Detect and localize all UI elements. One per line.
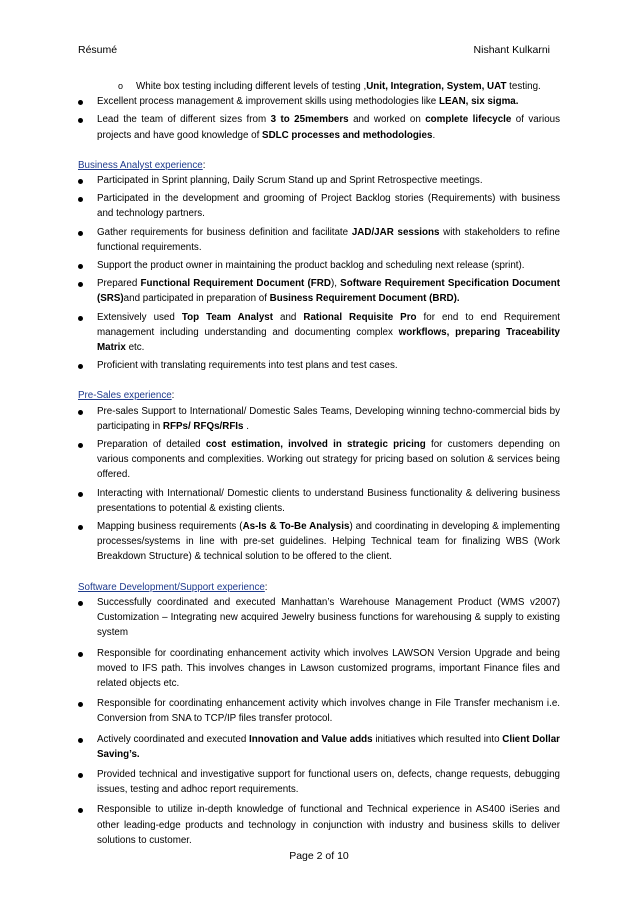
list-item [78,191,560,221]
list-item [78,646,560,692]
bullet-icon [78,264,83,269]
list-item-text: Excellent process management & improvement skills using methodologies like LEAN, six sigma. [97,96,519,108]
bullet-icon [78,231,83,236]
list-item-text: Provided technical and investigative support for functional users on, defects, change requests, debugging issues, testing and adhoc report requirements. [97,768,560,796]
bullet-icon [78,282,83,287]
list-item [78,802,560,848]
list-item-text: Successfully coordinated and executed Manhattan’s Warehouse Management Product (WMS v2007) Customization – Integrating new acquired Jewelry business functions for warehousing & supply to existing system [97,596,560,639]
section-bullet-list [78,404,560,565]
list-item [78,732,560,762]
section-title: Software Development/Support experience: [78,581,268,593]
bullet-icon [78,179,83,184]
bullet-icon [78,601,83,606]
list-item [78,595,560,641]
intro-sub-text: White box testing including different levels of testing ,Unit, Integration, System, UAT testing. [136,81,541,92]
bullet-icon [78,773,83,778]
list-item [78,173,560,188]
list-item-text: Responsible for coordinating enhancement activity which involves LAWSON Version Upgrade and being moved to IFS path. This involves changes in Lawson customized programs, important Finance files and related objects etc. [97,647,560,689]
list-item [78,486,560,516]
list-item-text: Participated in the development and grooming of Project Backlog stories (Requirements) with business and technology partners. [97,193,560,220]
list-item [78,696,560,726]
page-number: Page 2 of 10 [289,850,349,862]
bullet-icon [78,118,83,123]
circle-bullet-icon: o [118,81,124,91]
list-item [78,404,560,434]
section-bullet-list [78,595,560,848]
list-item [78,437,560,483]
section-title: Business Analyst experience: [78,159,206,171]
list-item [78,358,560,373]
bullet-icon [78,808,83,813]
list-item-text: Responsible for coordinating enhancement activity which involves change in File Transfer mechanism i.e. Conversion from SNA to TCP/IP files transfer protocol. [97,698,560,725]
list-item [78,276,560,306]
bullet-icon [78,410,83,415]
list-item [78,258,560,273]
list-item-text: Prepared Functional Requirement Document (FRD), Software Requirement Specification Document (SRS)and participated in preparation of Business Requirement Document (BRD). [97,278,560,305]
section-title: Pre-Sales experience: [78,390,175,402]
list-item-text: Actively coordinated and executed Innovation and Value adds initiatives which resulted into Client Dollar Saving’s. [97,733,560,760]
bullet-icon [78,492,83,497]
header-right: Nishant Kulkarni [473,44,550,56]
bullet-icon [78,197,83,202]
list-item-text: Preparation of detailed cost estimation, involved in strategic pricing for customers depending on various components and complexities. Working out strategy for pricing based on solution & services being offered. [97,439,560,481]
list-item-text: Pre-sales Support to International/ Domestic Sales Teams, Developing winning techno-commercial bids by participating in RFPs/ RFQs/RFIs . [97,405,560,432]
resume-content [78,79,560,848]
header-left: Résumé [78,44,118,56]
list-item-text: Extensively used Top Team Analyst and Rational Requisite Pro for end to end Requirement management including understanding and documenting complex workflows, preparing Traceability Matrix etc. [97,311,560,354]
list-item-text: Responsible to utilize in-depth knowledge of functional and Technical experience in AS400 iSeries and other leading-edge products and technology in conjunction with industry and business skills to deliver solutions to customer. [97,804,560,846]
list-item-text: Mapping business requirements (As-Is & To-Be Analysis) and coordinating in developing & implementing processes/systems in line with pre-set guidelines. Helping Technical team for finalizing WBS (Work Breakdown Structure) & technical solution to be offered to the client. [97,521,560,563]
list-item-text: Support the product owner in maintaining the product backlog and scheduling next release (sprint). [97,260,525,272]
bullet-icon [78,702,83,707]
list-item-text: Interacting with International/ Domestic clients to understand Business functionality & delivering business presentations to potential & existing clients. [97,487,560,514]
intro-bullet-list [78,94,560,143]
list-item [78,94,560,109]
bullet-icon [78,443,83,448]
bullet-icon [78,100,83,105]
bullet-icon [78,652,83,657]
list-item [78,519,560,565]
list-item-text: Proficient with translating requirements into test plans and test cases. [97,360,398,372]
bullet-icon [78,316,83,321]
list-item-text: Gather requirements for business definition and facilitate JAD/JAR sessions with stakeholders to refine functional requirements. [97,226,561,253]
sections [78,158,560,848]
bullet-icon [78,738,83,743]
list-item-text: Participated in Sprint planning, Daily Scrum Stand up and Sprint Retrospective meetings. [97,175,483,187]
list-item-text: Lead the team of different sizes from 3 to 25members and worked on complete lifecycle of various projects and have good knowledge of SDLC processes and methodologies. [97,114,560,141]
intro-sub-item [78,79,560,94]
section-bullet-list [78,173,560,373]
bullet-icon [78,364,83,369]
list-item [78,225,560,255]
list-item [78,767,560,797]
list-item [78,112,560,142]
bullet-icon [78,525,83,530]
list-item [78,310,560,356]
